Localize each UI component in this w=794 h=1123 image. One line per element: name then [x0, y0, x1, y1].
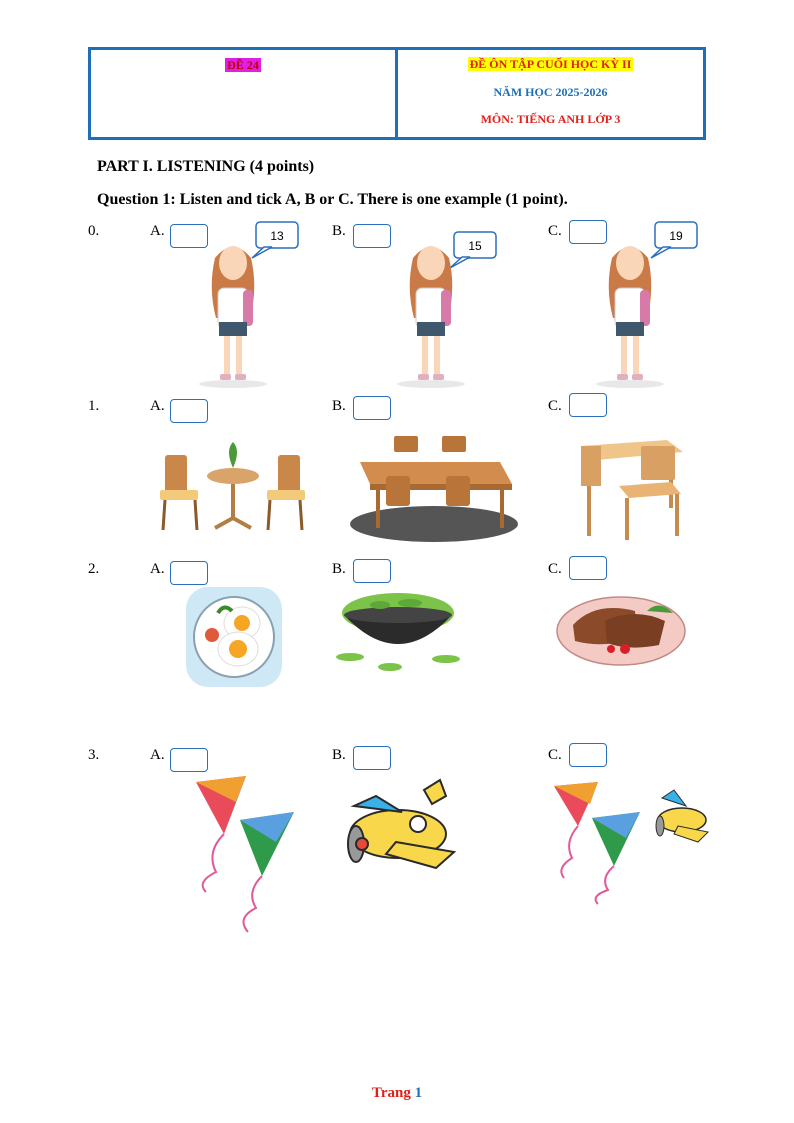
option-letter: A.	[150, 223, 165, 239]
answer-checkbox[interactable]	[170, 561, 208, 585]
age-bubble-text: 19	[669, 229, 683, 243]
age-bubble-text: 15	[468, 239, 482, 253]
toy-plane-picture	[336, 772, 460, 890]
answer-checkbox[interactable]	[569, 393, 607, 417]
desk-and-chair-picture	[575, 436, 685, 544]
option-letter: B.	[332, 398, 346, 414]
question-heading: Question 1: Listen and tick A, B or C. There is one example (1 point).	[97, 191, 568, 208]
option-letter: B.	[332, 561, 346, 577]
part-heading: PART I. LISTENING (4 points)	[97, 158, 315, 175]
option-letter: A.	[150, 747, 165, 763]
page-number: 1	[414, 1085, 423, 1101]
bowl-of-beans-picture	[330, 583, 468, 675]
girl-with-speech-bubble-picture	[595, 218, 703, 390]
question-number: 0.	[88, 223, 100, 239]
age-bubble-text: 13	[270, 229, 284, 243]
answer-checkbox[interactable]	[569, 556, 607, 580]
option-letter: C.	[548, 747, 562, 763]
answer-checkbox[interactable]	[170, 748, 208, 772]
page-label: Trang	[371, 1085, 411, 1101]
header-table	[88, 47, 706, 140]
school-year: NĂM HỌC 2025-2026	[493, 85, 608, 99]
steak-plate-picture	[555, 591, 687, 669]
kites-and-plane-picture	[528, 778, 712, 906]
question-number: 1.	[88, 398, 100, 414]
option-letter: B.	[332, 747, 346, 763]
option-letter: C.	[548, 223, 562, 239]
header-left-cell	[91, 50, 398, 137]
chairs-and-round-table-picture	[155, 440, 310, 538]
option-letter: A.	[150, 398, 165, 414]
dining-table-with-chairs-picture	[350, 432, 518, 544]
answer-checkbox[interactable]	[170, 399, 208, 423]
fried-eggs-plate-picture	[182, 583, 286, 691]
question-number: 2.	[88, 561, 100, 577]
option-letter: A.	[150, 561, 165, 577]
girl-with-speech-bubble-picture	[396, 218, 504, 390]
option-letter: C.	[548, 398, 562, 414]
exam-code: ĐỀ 24	[227, 58, 259, 72]
header-right-cell	[398, 50, 703, 137]
exam-title: ĐỀ ÔN TẬP CUỐI HỌC KỲ II	[469, 57, 632, 71]
subject: MÔN: TIẾNG ANH LỚP 3	[480, 112, 621, 126]
answer-checkbox[interactable]	[353, 224, 391, 248]
option-letter: C.	[548, 561, 562, 577]
two-kites-picture	[166, 772, 308, 938]
girl-with-speech-bubble-picture	[198, 218, 306, 390]
option-letter: B.	[332, 223, 346, 239]
answer-checkbox[interactable]	[353, 746, 391, 770]
answer-checkbox[interactable]	[569, 743, 607, 767]
answer-checkbox[interactable]	[353, 559, 391, 583]
question-number: 3.	[88, 747, 100, 763]
page-footer	[0, 1085, 794, 1102]
answer-checkbox[interactable]	[353, 396, 391, 420]
